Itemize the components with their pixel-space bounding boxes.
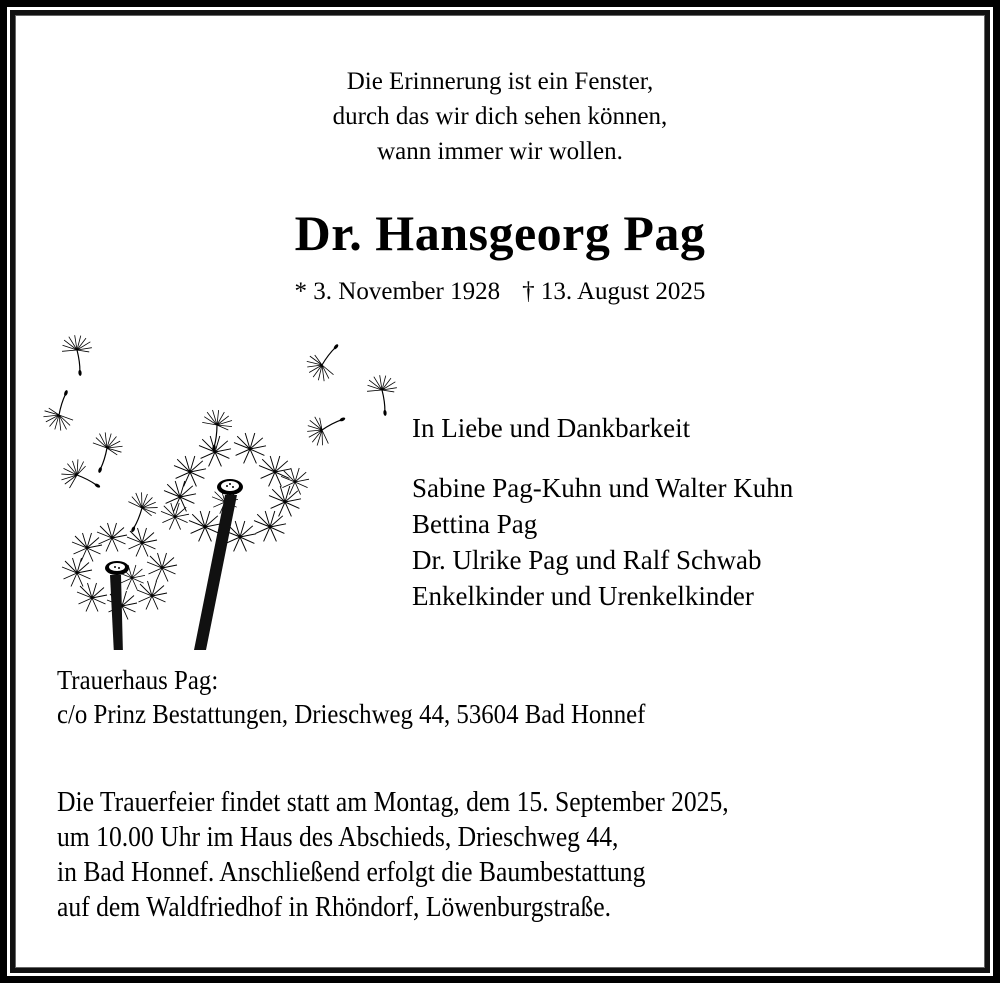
mourning-house-address: c/o Prinz Bestattungen, Drieschweg 44, 53604 Bad Honnef bbox=[57, 699, 646, 729]
birth-date: * 3. November 1928 bbox=[294, 278, 501, 305]
memorial-quote bbox=[15, 64, 985, 169]
ceremony-details bbox=[57, 785, 729, 925]
mourners-list bbox=[412, 470, 793, 614]
ceremony-line: Die Trauerfeier findet statt am Montag, dem 15. September 2025, bbox=[57, 787, 729, 818]
life-dates bbox=[15, 275, 985, 309]
mourners-heading: In Liebe und Dankbarkeit bbox=[412, 413, 691, 443]
mourning-house bbox=[57, 663, 645, 731]
ceremony-line: um 10.00 Uhr im Haus des Abschieds, Drieschweg 44, bbox=[57, 822, 619, 853]
ceremony-line: in Bad Honnef. Anschließend erfolgt die Baumbestattung bbox=[57, 857, 646, 888]
ceremony-line: auf dem Waldfriedhof in Rhöndorf, Löwenburgstraße. bbox=[57, 892, 612, 923]
mourner-name: Dr. Ulrike Pag und Ralf Schwab bbox=[412, 545, 762, 575]
outer-frame bbox=[7, 7, 993, 976]
mourner-name: Bettina Pag bbox=[412, 509, 538, 539]
quote-line: Die Erinnerung ist ein Fenster, bbox=[346, 68, 654, 95]
dandelion-illustration-icon bbox=[37, 325, 397, 650]
quote-line: durch das wir dich sehen können, bbox=[332, 103, 668, 130]
deceased-name: Dr. Hansgeorg Pag bbox=[294, 205, 706, 261]
mourner-name: Enkelkinder und Urenkelkinder bbox=[412, 581, 754, 611]
mourning-house-label: Trauerhaus Pag: bbox=[57, 665, 219, 695]
death-date: † 13. August 2025 bbox=[522, 278, 706, 305]
inner-frame bbox=[10, 10, 990, 973]
quote-line: wann immer wir wollen. bbox=[377, 138, 623, 165]
mourner-name: Sabine Pag-Kuhn und Walter Kuhn bbox=[412, 473, 794, 503]
